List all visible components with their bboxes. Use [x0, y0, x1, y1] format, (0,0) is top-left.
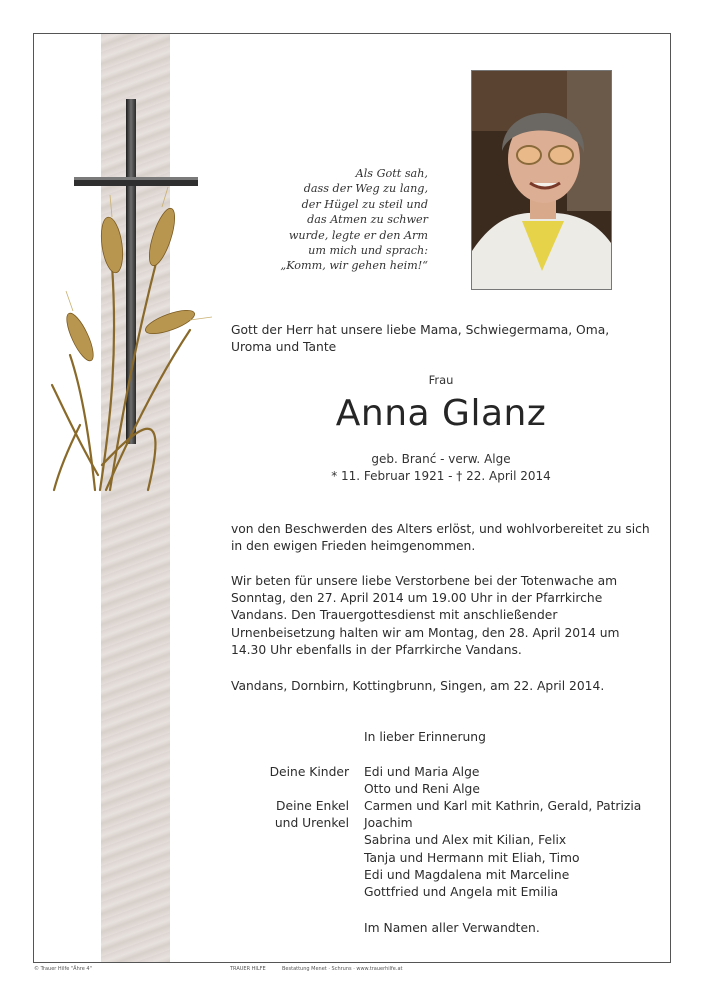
list-item: Tanja und Hermann mit Eliah, Timo — [364, 850, 580, 865]
footer-undertaker: Bestattung Menet · Schruns · www.trauerhilfe.at — [282, 966, 403, 972]
grandchildren-list — [364, 798, 664, 901]
children-list — [364, 764, 664, 798]
poem-line: das Atmen zu schwer — [307, 213, 428, 227]
children-label: Deine Kinder — [269, 765, 349, 779]
wheat-icon — [52, 255, 190, 490]
poem-line: wurde, legte er den Arm — [288, 228, 428, 242]
poem-line: der Hügel zu steil und — [301, 197, 428, 211]
poem-line: dass der Weg zu lang, — [303, 182, 428, 196]
cross-wheat-illustration — [40, 95, 215, 500]
grandchildren-label-line: und Urenkel — [274, 816, 349, 831]
life-dates: * 11. Februar 1921 - † 22. April 2014 — [331, 469, 551, 483]
title-prefix: Frau — [428, 373, 454, 387]
cross-icon — [74, 99, 198, 444]
paragraph-passing: von den Beschwerden des Alters erlöst, und wohlvorbereitet zu sich in den ewigen Frieden heimgenommen. — [231, 522, 650, 554]
birth-names: geb. Branć - verw. Alge — [371, 452, 511, 466]
poem — [260, 166, 428, 274]
list-item: Joachim — [364, 816, 413, 831]
list-item: Carmen und Karl mit Kathrin, Gerald, Patrizia — [364, 799, 642, 813]
paragraph-services: Wir beten für unsere liebe Verstorbene bei der Totenwache am Sonntag, den 27. April 2014 um 19.00 Uhr in der Pfarrkirche Vandans. Den Trauergottesdienst mit anschließender Urnenbeisetzung halten wir am Montag, den 28. April 2014 um 14.30 Uhr ebenfalls in der Pfarrkirche Vandans. — [231, 574, 620, 657]
grandchildren-label — [229, 798, 349, 832]
grandchildren-label-line: Deine Enkel — [276, 799, 349, 813]
mourners-heading: In lieber Erinnerung — [364, 730, 486, 744]
deceased-name: Anna Glanz — [335, 393, 547, 434]
list-item: Edi und Maria Alge — [364, 765, 480, 779]
list-item: Gottfried und Angela mit Emilia — [364, 885, 559, 900]
place-date: Vandans, Dornbirn, Kottingbrunn, Singen, am 22. April 2014. — [231, 679, 605, 693]
poem-line: um mich und sprach: — [308, 244, 428, 258]
list-item: Otto und Reni Alge — [364, 782, 480, 797]
portrait-photo — [471, 70, 612, 290]
footer-brand: TRAUER HILFE — [230, 966, 266, 972]
poem-line: Als Gott sah, — [355, 167, 428, 180]
closing-line: Im Namen aller Verwandten. — [364, 921, 540, 935]
poem-line: „Komm, wir gehen heim!“ — [280, 259, 428, 273]
list-item: Sabrina und Alex mit Kilian, Felix — [364, 833, 567, 848]
footer-copyright: © Trauer Hilfe "Ähre 4" — [34, 966, 92, 972]
intro-text: Gott der Herr hat unsere liebe Mama, Schwiegermama, Oma, Uroma und Tante — [231, 323, 610, 355]
list-item: Edi und Magdalena mit Marceline — [364, 867, 570, 882]
